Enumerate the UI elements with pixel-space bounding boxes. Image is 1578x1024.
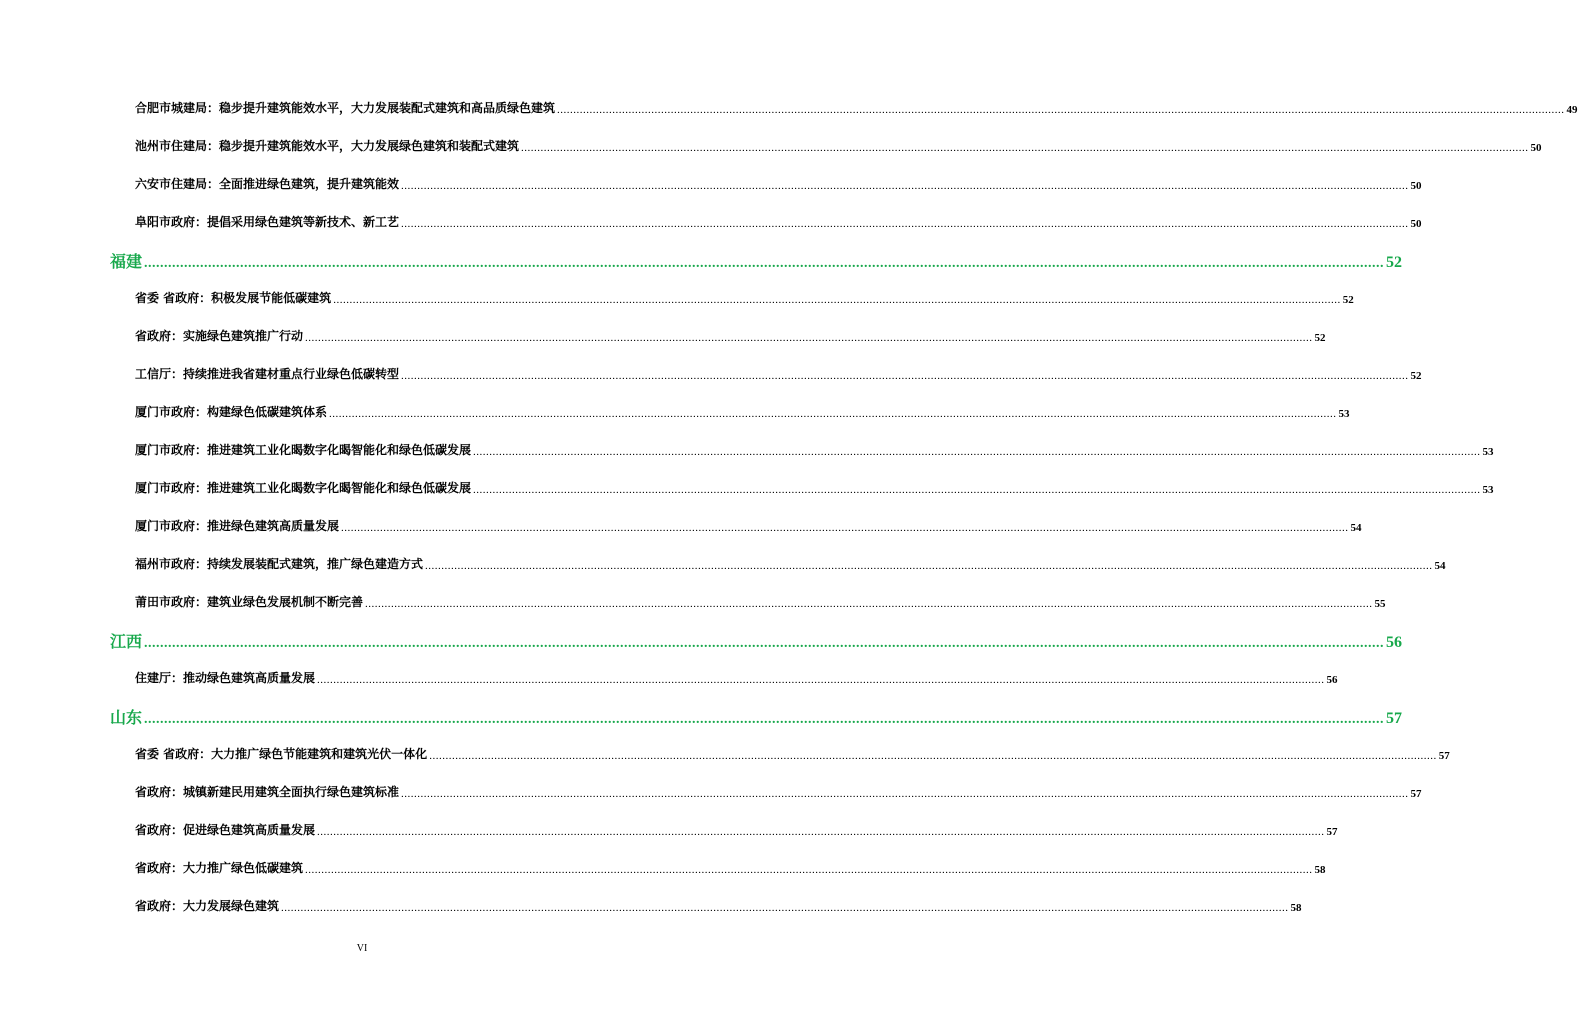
toc-entry-title: 池州市住建局：稳步提升建筑能效水平，大力发展绿色建筑和装配式建筑 bbox=[135, 139, 520, 153]
dot-leader: ...................................................................................................................................................................................................................................................................................................................... bbox=[521, 142, 1529, 154]
dot-leader: ...................................................................................................................................................................................................................................................................................................................... bbox=[401, 180, 1409, 192]
toc-entry-title: 省政府：大力发展绿色建筑 bbox=[135, 899, 280, 913]
toc-entry-title: 福州市政府：持续发展装配式建筑，推广绿色建造方式 bbox=[135, 557, 424, 571]
toc-page-number: 54 bbox=[1434, 560, 1446, 572]
toc-entry[interactable] bbox=[135, 592, 1386, 610]
section-title: 山东 bbox=[110, 708, 143, 727]
section-page-number: 57 bbox=[1386, 710, 1403, 727]
toc-page-number: 50 bbox=[1410, 180, 1422, 192]
toc-page-number: 56 bbox=[1326, 674, 1338, 686]
toc-page-number: 50 bbox=[1410, 218, 1422, 230]
section-page-number: 56 bbox=[1386, 634, 1403, 651]
toc-entry[interactable] bbox=[135, 136, 1542, 154]
toc-entry[interactable] bbox=[135, 896, 1302, 914]
toc-page-number: 58 bbox=[1314, 864, 1326, 876]
dot-leader: ...................................................................................................................................................................................................................................................................................................................... bbox=[341, 522, 1349, 534]
toc-entry[interactable] bbox=[135, 402, 1350, 420]
toc-entry[interactable] bbox=[135, 782, 1422, 800]
toc-entry-title: 省政府：大力推广绿色低碳建筑 bbox=[135, 861, 304, 875]
dot-leader: ...................................................................................................................................................................................................................................................................................................................... bbox=[425, 560, 1433, 572]
dot-leader: ...................................................................................................................................................................................................................................................................................................................... bbox=[144, 256, 1385, 271]
toc-section-heading[interactable] bbox=[110, 248, 1403, 272]
toc-entry-title: 厦门市政府：推进建筑工业化暍数字化暍智能化和绿色低碳发展 bbox=[135, 481, 472, 495]
dot-leader: ...................................................................................................................................................................................................................................................................................................................... bbox=[144, 636, 1385, 651]
toc-entry-title: 莆田市政府：建筑业绿色发展机制不断完善 bbox=[135, 595, 364, 609]
dot-leader: ...................................................................................................................................................................................................................................................................................................................... bbox=[401, 218, 1409, 230]
toc-page-number: 52 bbox=[1342, 294, 1354, 306]
toc-page-number: 50 bbox=[1530, 142, 1542, 154]
toc-entry[interactable] bbox=[135, 288, 1354, 306]
toc-page-number: 57 bbox=[1438, 750, 1450, 762]
dot-leader: ...................................................................................................................................................................................................................................................................................................................... bbox=[333, 294, 1341, 306]
toc-section-heading[interactable] bbox=[110, 704, 1403, 728]
toc-entry[interactable] bbox=[135, 364, 1422, 382]
dot-leader: ...................................................................................................................................................................................................................................................................................................................... bbox=[473, 484, 1481, 496]
toc-entry[interactable] bbox=[135, 478, 1494, 496]
toc-entry-title: 省政府：促进绿色建筑高质量发展 bbox=[135, 823, 316, 837]
page-footer-number: VI bbox=[356, 943, 368, 954]
dot-leader: ...................................................................................................................................................................................................................................................................................................................... bbox=[401, 370, 1409, 382]
toc-entry[interactable] bbox=[135, 174, 1422, 192]
toc-page-number: 53 bbox=[1482, 446, 1494, 458]
toc-entry-title: 省委 省政府：积极发展节能低碳建筑 bbox=[135, 291, 332, 305]
section-page-number: 52 bbox=[1386, 254, 1403, 271]
toc-entry-title: 省政府：城镇新建民用建筑全面执行绿色建筑标准 bbox=[135, 785, 400, 799]
toc-page-number: 54 bbox=[1350, 522, 1362, 534]
dot-leader: ...................................................................................................................................................................................................................................................................................................................... bbox=[401, 788, 1409, 800]
toc-entry[interactable] bbox=[135, 212, 1422, 230]
toc-page-number: 57 bbox=[1410, 788, 1422, 800]
toc-entry[interactable] bbox=[135, 98, 1578, 116]
toc-entry-title: 省政府：实施绿色建筑推广行动 bbox=[135, 329, 304, 343]
toc-entry-title: 住建厅：推动绿色建筑高质量发展 bbox=[135, 671, 316, 685]
dot-leader: ...................................................................................................................................................................................................................................................................................................................... bbox=[557, 104, 1565, 116]
toc-entry[interactable] bbox=[135, 820, 1338, 838]
toc-entry-title: 合肥市城建局：稳步提升建筑能效水平，大力发展装配式建筑和高品质绿色建筑 bbox=[135, 101, 556, 115]
toc-entry-title: 工信厅：持续推进我省建材重点行业绿色低碳转型 bbox=[135, 367, 400, 381]
toc-page-number: 53 bbox=[1482, 484, 1494, 496]
toc-entry-title: 厦门市政府：推进绿色建筑高质量发展 bbox=[135, 519, 340, 533]
section-title: 江西 bbox=[110, 632, 143, 651]
toc-page-number: 52 bbox=[1314, 332, 1326, 344]
dot-leader: ...................................................................................................................................................................................................................................................................................................................... bbox=[144, 712, 1385, 727]
toc-page-number: 55 bbox=[1374, 598, 1386, 610]
toc-entry-title: 六安市住建局：全面推进绿色建筑，提升建筑能效 bbox=[135, 177, 400, 191]
toc-entry[interactable] bbox=[135, 326, 1326, 344]
toc-entry[interactable] bbox=[135, 516, 1362, 534]
dot-leader: ...................................................................................................................................................................................................................................................................................................................... bbox=[365, 598, 1373, 610]
dot-leader: ...................................................................................................................................................................................................................................................................................................................... bbox=[329, 408, 1337, 420]
toc-page-number: 52 bbox=[1410, 370, 1422, 382]
dot-leader: ...................................................................................................................................................................................................................................................................................................................... bbox=[473, 446, 1481, 458]
toc-entry[interactable] bbox=[135, 668, 1338, 686]
toc-section-heading[interactable] bbox=[110, 628, 1403, 652]
dot-leader: ...................................................................................................................................................................................................................................................................................................................... bbox=[317, 826, 1325, 838]
dot-leader: ...................................................................................................................................................................................................................................................................................................................... bbox=[281, 902, 1289, 914]
toc-entry-title: 阜阳市政府：提倡采用绿色建筑等新技术、新工艺 bbox=[135, 215, 400, 229]
dot-leader: ...................................................................................................................................................................................................................................................................................................................... bbox=[429, 750, 1437, 762]
toc-entry-title: 厦门市政府：构建绿色低碳建筑体系 bbox=[135, 405, 328, 419]
toc-entry[interactable] bbox=[135, 554, 1446, 572]
toc-page-number: 58 bbox=[1290, 902, 1302, 914]
toc-entry[interactable] bbox=[135, 858, 1326, 876]
dot-leader: ...................................................................................................................................................................................................................................................................................................................... bbox=[305, 332, 1313, 344]
toc-entry-title: 省委 省政府：大力推广绿色节能建筑和建筑光伏一体化 bbox=[135, 747, 428, 761]
toc-entry[interactable] bbox=[135, 744, 1450, 762]
toc-page-number: 49 bbox=[1566, 104, 1578, 116]
dot-leader: ...................................................................................................................................................................................................................................................................................................................... bbox=[305, 864, 1313, 876]
toc-page-number: 53 bbox=[1338, 408, 1350, 420]
toc-page-number: 57 bbox=[1326, 826, 1338, 838]
toc-entry[interactable] bbox=[135, 440, 1494, 458]
toc-entry-title: 厦门市政府：推进建筑工业化暍数字化暍智能化和绿色低碳发展 bbox=[135, 443, 472, 457]
dot-leader: ...................................................................................................................................................................................................................................................................................................................... bbox=[317, 674, 1325, 686]
section-title: 福建 bbox=[110, 252, 143, 271]
